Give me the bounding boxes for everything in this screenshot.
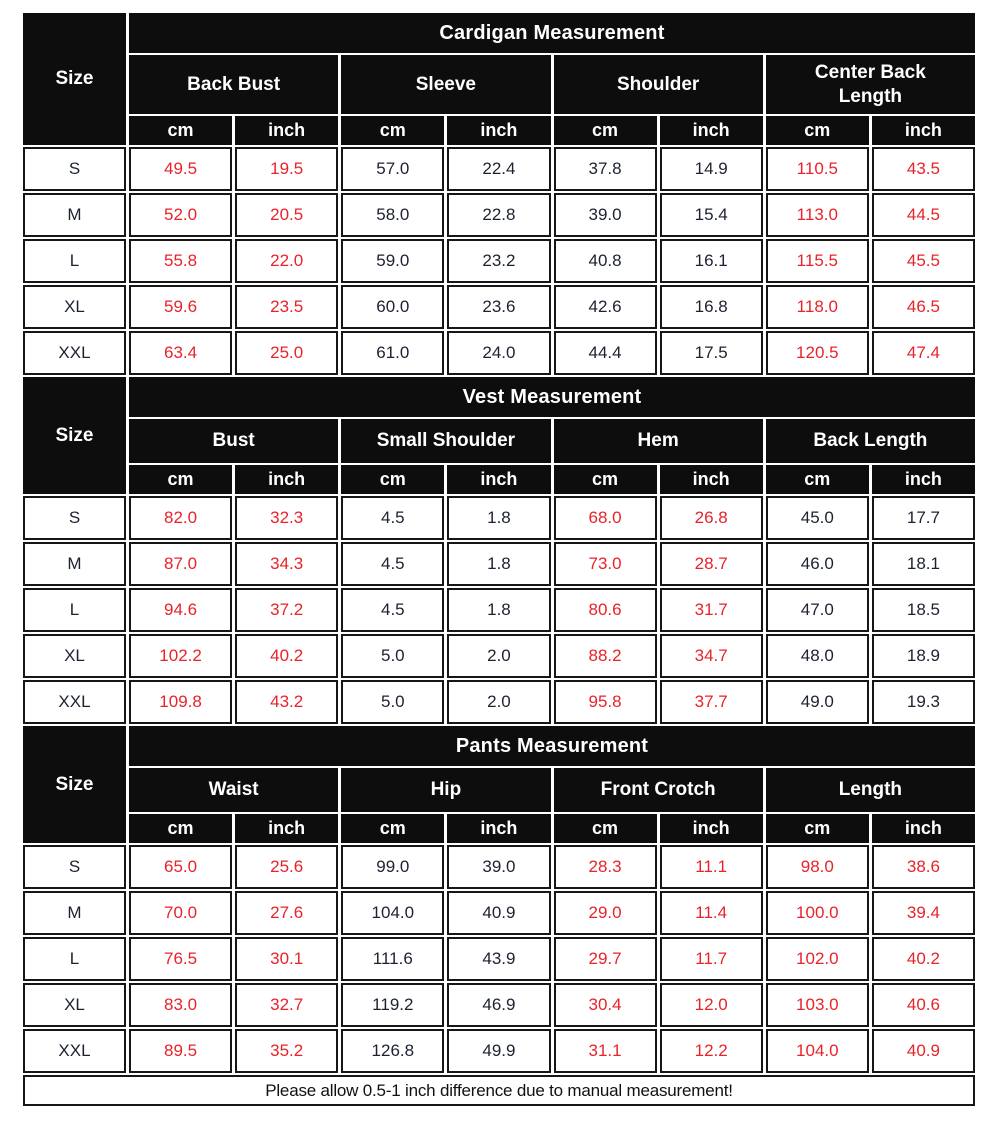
measurement-cell-cm: 118.0 xyxy=(766,285,869,329)
size-row xyxy=(23,147,975,191)
measurement-cell-cm: 52.0 xyxy=(129,193,232,237)
measurement-cell-inch: 12.0 xyxy=(660,983,763,1027)
measurement-cell-cm: 100.0 xyxy=(766,891,869,935)
measurement-cell-inch: 19.5 xyxy=(235,147,338,191)
measurement-cell-inch: 1.8 xyxy=(447,496,550,540)
measurement-cell-cm: 99.0 xyxy=(341,845,444,889)
measurement-cell-cm: 95.8 xyxy=(554,680,657,724)
measurement-cell-inch: 23.5 xyxy=(235,285,338,329)
footer-note-row xyxy=(23,1075,975,1106)
measurement-cell-cm: 87.0 xyxy=(129,542,232,586)
category-header: Small Shoulder xyxy=(341,419,550,463)
measurement-cell-inch: 2.0 xyxy=(447,680,550,724)
measurement-cell-inch: 49.9 xyxy=(447,1029,550,1073)
measurement-cell-cm: 88.2 xyxy=(554,634,657,678)
measurement-cell-cm: 28.3 xyxy=(554,845,657,889)
measurement-cell-cm: 4.5 xyxy=(341,588,444,632)
measurement-cell-cm: 55.8 xyxy=(129,239,232,283)
measurement-cell-inch: 11.1 xyxy=(660,845,763,889)
measurement-cell-inch: 40.2 xyxy=(872,937,975,981)
measurement-cell-inch: 37.2 xyxy=(235,588,338,632)
size-cell: XL xyxy=(23,983,126,1027)
size-cell: XL xyxy=(23,634,126,678)
category-header: Hip xyxy=(341,768,550,812)
measurement-cell-inch: 16.8 xyxy=(660,285,763,329)
category-header: Back Bust xyxy=(129,55,338,114)
category-header-row xyxy=(23,419,975,463)
measurement-cell-inch: 11.7 xyxy=(660,937,763,981)
size-cell: XXL xyxy=(23,680,126,724)
measurement-cell-cm: 63.4 xyxy=(129,331,232,375)
size-cell: XXL xyxy=(23,331,126,375)
size-column-header: Size xyxy=(23,726,126,843)
category-header: Front Crotch xyxy=(554,768,763,812)
measurement-cell-inch: 47.4 xyxy=(872,331,975,375)
measurement-cell-cm: 104.0 xyxy=(766,1029,869,1073)
measurement-cell-inch: 25.0 xyxy=(235,331,338,375)
measurement-cell-cm: 40.8 xyxy=(554,239,657,283)
unit-header-cm: cm xyxy=(554,116,657,145)
unit-header-inch: inch xyxy=(872,116,975,145)
size-cell: XL xyxy=(23,285,126,329)
category-header: Length xyxy=(766,768,975,812)
measurement-cell-cm: 45.0 xyxy=(766,496,869,540)
category-header-row xyxy=(23,55,975,114)
measurement-cell-inch: 18.1 xyxy=(872,542,975,586)
measurement-cell-cm: 4.5 xyxy=(341,542,444,586)
category-header: Center Back Length xyxy=(766,55,975,114)
measurement-cell-cm: 31.1 xyxy=(554,1029,657,1073)
measurement-cell-cm: 60.0 xyxy=(341,285,444,329)
measurement-cell-inch: 28.7 xyxy=(660,542,763,586)
measurement-cell-inch: 43.5 xyxy=(872,147,975,191)
measurement-cell-inch: 17.5 xyxy=(660,331,763,375)
measurement-cell-inch: 23.2 xyxy=(447,239,550,283)
measurement-cell-inch: 24.0 xyxy=(447,331,550,375)
measurement-cell-cm: 76.5 xyxy=(129,937,232,981)
size-cell: L xyxy=(23,588,126,632)
measurement-cell-inch: 30.1 xyxy=(235,937,338,981)
measurement-cell-inch: 11.4 xyxy=(660,891,763,935)
size-row xyxy=(23,588,975,632)
measurement-cell-cm: 109.8 xyxy=(129,680,232,724)
section-title-row xyxy=(23,726,975,766)
size-cell: M xyxy=(23,193,126,237)
unit-header-cm: cm xyxy=(766,814,869,843)
measurement-cell-cm: 46.0 xyxy=(766,542,869,586)
size-row xyxy=(23,845,975,889)
measurement-cell-inch: 43.9 xyxy=(447,937,550,981)
measurement-cell-cm: 29.7 xyxy=(554,937,657,981)
measurement-cell-inch: 12.2 xyxy=(660,1029,763,1073)
measurement-cell-cm: 115.5 xyxy=(766,239,869,283)
size-cell: M xyxy=(23,891,126,935)
measurement-cell-inch: 35.2 xyxy=(235,1029,338,1073)
section-title-row xyxy=(23,13,975,53)
unit-header-cm: cm xyxy=(341,814,444,843)
measurement-cell-cm: 4.5 xyxy=(341,496,444,540)
section-title: Vest Measurement xyxy=(129,377,975,417)
measurement-cell-inch: 18.5 xyxy=(872,588,975,632)
unit-header-cm: cm xyxy=(554,814,657,843)
size-cell: M xyxy=(23,542,126,586)
unit-header-inch: inch xyxy=(660,465,763,494)
size-cell: S xyxy=(23,147,126,191)
measurement-cell-inch: 19.3 xyxy=(872,680,975,724)
measurement-cell-inch: 17.7 xyxy=(872,496,975,540)
measurement-cell-cm: 5.0 xyxy=(341,634,444,678)
section-title: Cardigan Measurement xyxy=(129,13,975,53)
unit-header-inch: inch xyxy=(872,465,975,494)
measurement-cell-cm: 98.0 xyxy=(766,845,869,889)
category-header: Back Length xyxy=(766,419,975,463)
size-row xyxy=(23,937,975,981)
size-row xyxy=(23,331,975,375)
measurement-cell-cm: 103.0 xyxy=(766,983,869,1027)
measurement-cell-inch: 14.9 xyxy=(660,147,763,191)
section-title-row xyxy=(23,377,975,417)
size-cell: L xyxy=(23,937,126,981)
unit-header-inch: inch xyxy=(447,116,550,145)
unit-header-cm: cm xyxy=(766,116,869,145)
measurement-cell-cm: 113.0 xyxy=(766,193,869,237)
unit-header-row xyxy=(23,116,975,145)
measurement-cell-inch: 1.8 xyxy=(447,542,550,586)
unit-header-cm: cm xyxy=(341,465,444,494)
measurement-cell-cm: 61.0 xyxy=(341,331,444,375)
measurement-cell-inch: 40.9 xyxy=(872,1029,975,1073)
size-row xyxy=(23,285,975,329)
measurement-cell-cm: 110.5 xyxy=(766,147,869,191)
unit-header-cm: cm xyxy=(766,465,869,494)
measurement-cell-inch: 34.3 xyxy=(235,542,338,586)
unit-header-row xyxy=(23,814,975,843)
size-chart-table xyxy=(20,11,978,1108)
measurement-cell-inch: 31.7 xyxy=(660,588,763,632)
measurement-cell-cm: 82.0 xyxy=(129,496,232,540)
measurement-cell-cm: 57.0 xyxy=(341,147,444,191)
size-column-header: Size xyxy=(23,377,126,494)
measurement-cell-cm: 104.0 xyxy=(341,891,444,935)
measurement-cell-cm: 59.0 xyxy=(341,239,444,283)
measurement-cell-cm: 44.4 xyxy=(554,331,657,375)
measurement-cell-inch: 16.1 xyxy=(660,239,763,283)
measurement-cell-inch: 40.2 xyxy=(235,634,338,678)
measurement-cell-inch: 37.7 xyxy=(660,680,763,724)
measurement-note: Please allow 0.5-1 inch difference due to manual measurement! xyxy=(23,1075,975,1106)
measurement-cell-cm: 94.6 xyxy=(129,588,232,632)
unit-header-cm: cm xyxy=(129,814,232,843)
measurement-cell-inch: 32.7 xyxy=(235,983,338,1027)
measurement-cell-cm: 68.0 xyxy=(554,496,657,540)
measurement-cell-inch: 40.9 xyxy=(447,891,550,935)
measurement-cell-inch: 20.5 xyxy=(235,193,338,237)
measurement-cell-cm: 58.0 xyxy=(341,193,444,237)
size-cell: S xyxy=(23,845,126,889)
measurement-cell-inch: 27.6 xyxy=(235,891,338,935)
measurement-cell-cm: 70.0 xyxy=(129,891,232,935)
unit-header-cm: cm xyxy=(129,116,232,145)
measurement-cell-inch: 26.8 xyxy=(660,496,763,540)
unit-header-cm: cm xyxy=(554,465,657,494)
measurement-cell-cm: 119.2 xyxy=(341,983,444,1027)
measurement-cell-cm: 65.0 xyxy=(129,845,232,889)
measurement-cell-cm: 49.0 xyxy=(766,680,869,724)
measurement-cell-inch: 1.8 xyxy=(447,588,550,632)
measurement-cell-cm: 126.8 xyxy=(341,1029,444,1073)
category-header: Bust xyxy=(129,419,338,463)
measurement-cell-inch: 22.4 xyxy=(447,147,550,191)
measurement-cell-cm: 37.8 xyxy=(554,147,657,191)
category-header: Sleeve xyxy=(341,55,550,114)
measurement-cell-cm: 49.5 xyxy=(129,147,232,191)
measurement-cell-inch: 45.5 xyxy=(872,239,975,283)
measurement-cell-inch: 46.5 xyxy=(872,285,975,329)
measurement-cell-cm: 73.0 xyxy=(554,542,657,586)
measurement-cell-inch: 46.9 xyxy=(447,983,550,1027)
measurement-cell-inch: 15.4 xyxy=(660,193,763,237)
measurement-cell-inch: 22.0 xyxy=(235,239,338,283)
measurement-cell-inch: 32.3 xyxy=(235,496,338,540)
measurement-cell-inch: 38.6 xyxy=(872,845,975,889)
measurement-cell-cm: 39.0 xyxy=(554,193,657,237)
size-row xyxy=(23,634,975,678)
size-row xyxy=(23,542,975,586)
size-column-header: Size xyxy=(23,13,126,145)
measurement-cell-cm: 102.2 xyxy=(129,634,232,678)
measurement-cell-inch: 39.0 xyxy=(447,845,550,889)
category-header: Hem xyxy=(554,419,763,463)
measurement-cell-cm: 5.0 xyxy=(341,680,444,724)
measurement-cell-cm: 102.0 xyxy=(766,937,869,981)
unit-header-inch: inch xyxy=(660,814,763,843)
size-row xyxy=(23,891,975,935)
measurement-cell-inch: 18.9 xyxy=(872,634,975,678)
unit-header-inch: inch xyxy=(235,116,338,145)
size-cell: L xyxy=(23,239,126,283)
measurement-cell-cm: 83.0 xyxy=(129,983,232,1027)
measurement-cell-inch: 40.6 xyxy=(872,983,975,1027)
category-header-row xyxy=(23,768,975,812)
section-title: Pants Measurement xyxy=(129,726,975,766)
unit-header-inch: inch xyxy=(872,814,975,843)
unit-header-inch: inch xyxy=(235,814,338,843)
measurement-cell-inch: 44.5 xyxy=(872,193,975,237)
measurement-cell-cm: 30.4 xyxy=(554,983,657,1027)
measurement-cell-inch: 2.0 xyxy=(447,634,550,678)
size-row xyxy=(23,496,975,540)
measurement-cell-inch: 43.2 xyxy=(235,680,338,724)
category-header: Waist xyxy=(129,768,338,812)
unit-header-inch: inch xyxy=(447,465,550,494)
measurement-cell-cm: 29.0 xyxy=(554,891,657,935)
measurement-cell-cm: 48.0 xyxy=(766,634,869,678)
measurement-cell-cm: 59.6 xyxy=(129,285,232,329)
measurement-cell-cm: 89.5 xyxy=(129,1029,232,1073)
size-cell: S xyxy=(23,496,126,540)
measurement-cell-cm: 111.6 xyxy=(341,937,444,981)
size-row xyxy=(23,193,975,237)
measurement-cell-inch: 39.4 xyxy=(872,891,975,935)
measurement-cell-cm: 47.0 xyxy=(766,588,869,632)
category-header: Shoulder xyxy=(554,55,763,114)
size-row xyxy=(23,239,975,283)
unit-header-cm: cm xyxy=(129,465,232,494)
measurement-cell-inch: 23.6 xyxy=(447,285,550,329)
measurement-cell-inch: 25.6 xyxy=(235,845,338,889)
unit-header-inch: inch xyxy=(660,116,763,145)
unit-header-cm: cm xyxy=(341,116,444,145)
measurement-cell-inch: 34.7 xyxy=(660,634,763,678)
measurement-cell-cm: 42.6 xyxy=(554,285,657,329)
measurement-cell-cm: 120.5 xyxy=(766,331,869,375)
measurement-cell-cm: 80.6 xyxy=(554,588,657,632)
size-row xyxy=(23,983,975,1027)
unit-header-row xyxy=(23,465,975,494)
size-row xyxy=(23,1029,975,1073)
size-row xyxy=(23,680,975,724)
size-cell: XXL xyxy=(23,1029,126,1073)
measurement-cell-inch: 22.8 xyxy=(447,193,550,237)
unit-header-inch: inch xyxy=(447,814,550,843)
unit-header-inch: inch xyxy=(235,465,338,494)
